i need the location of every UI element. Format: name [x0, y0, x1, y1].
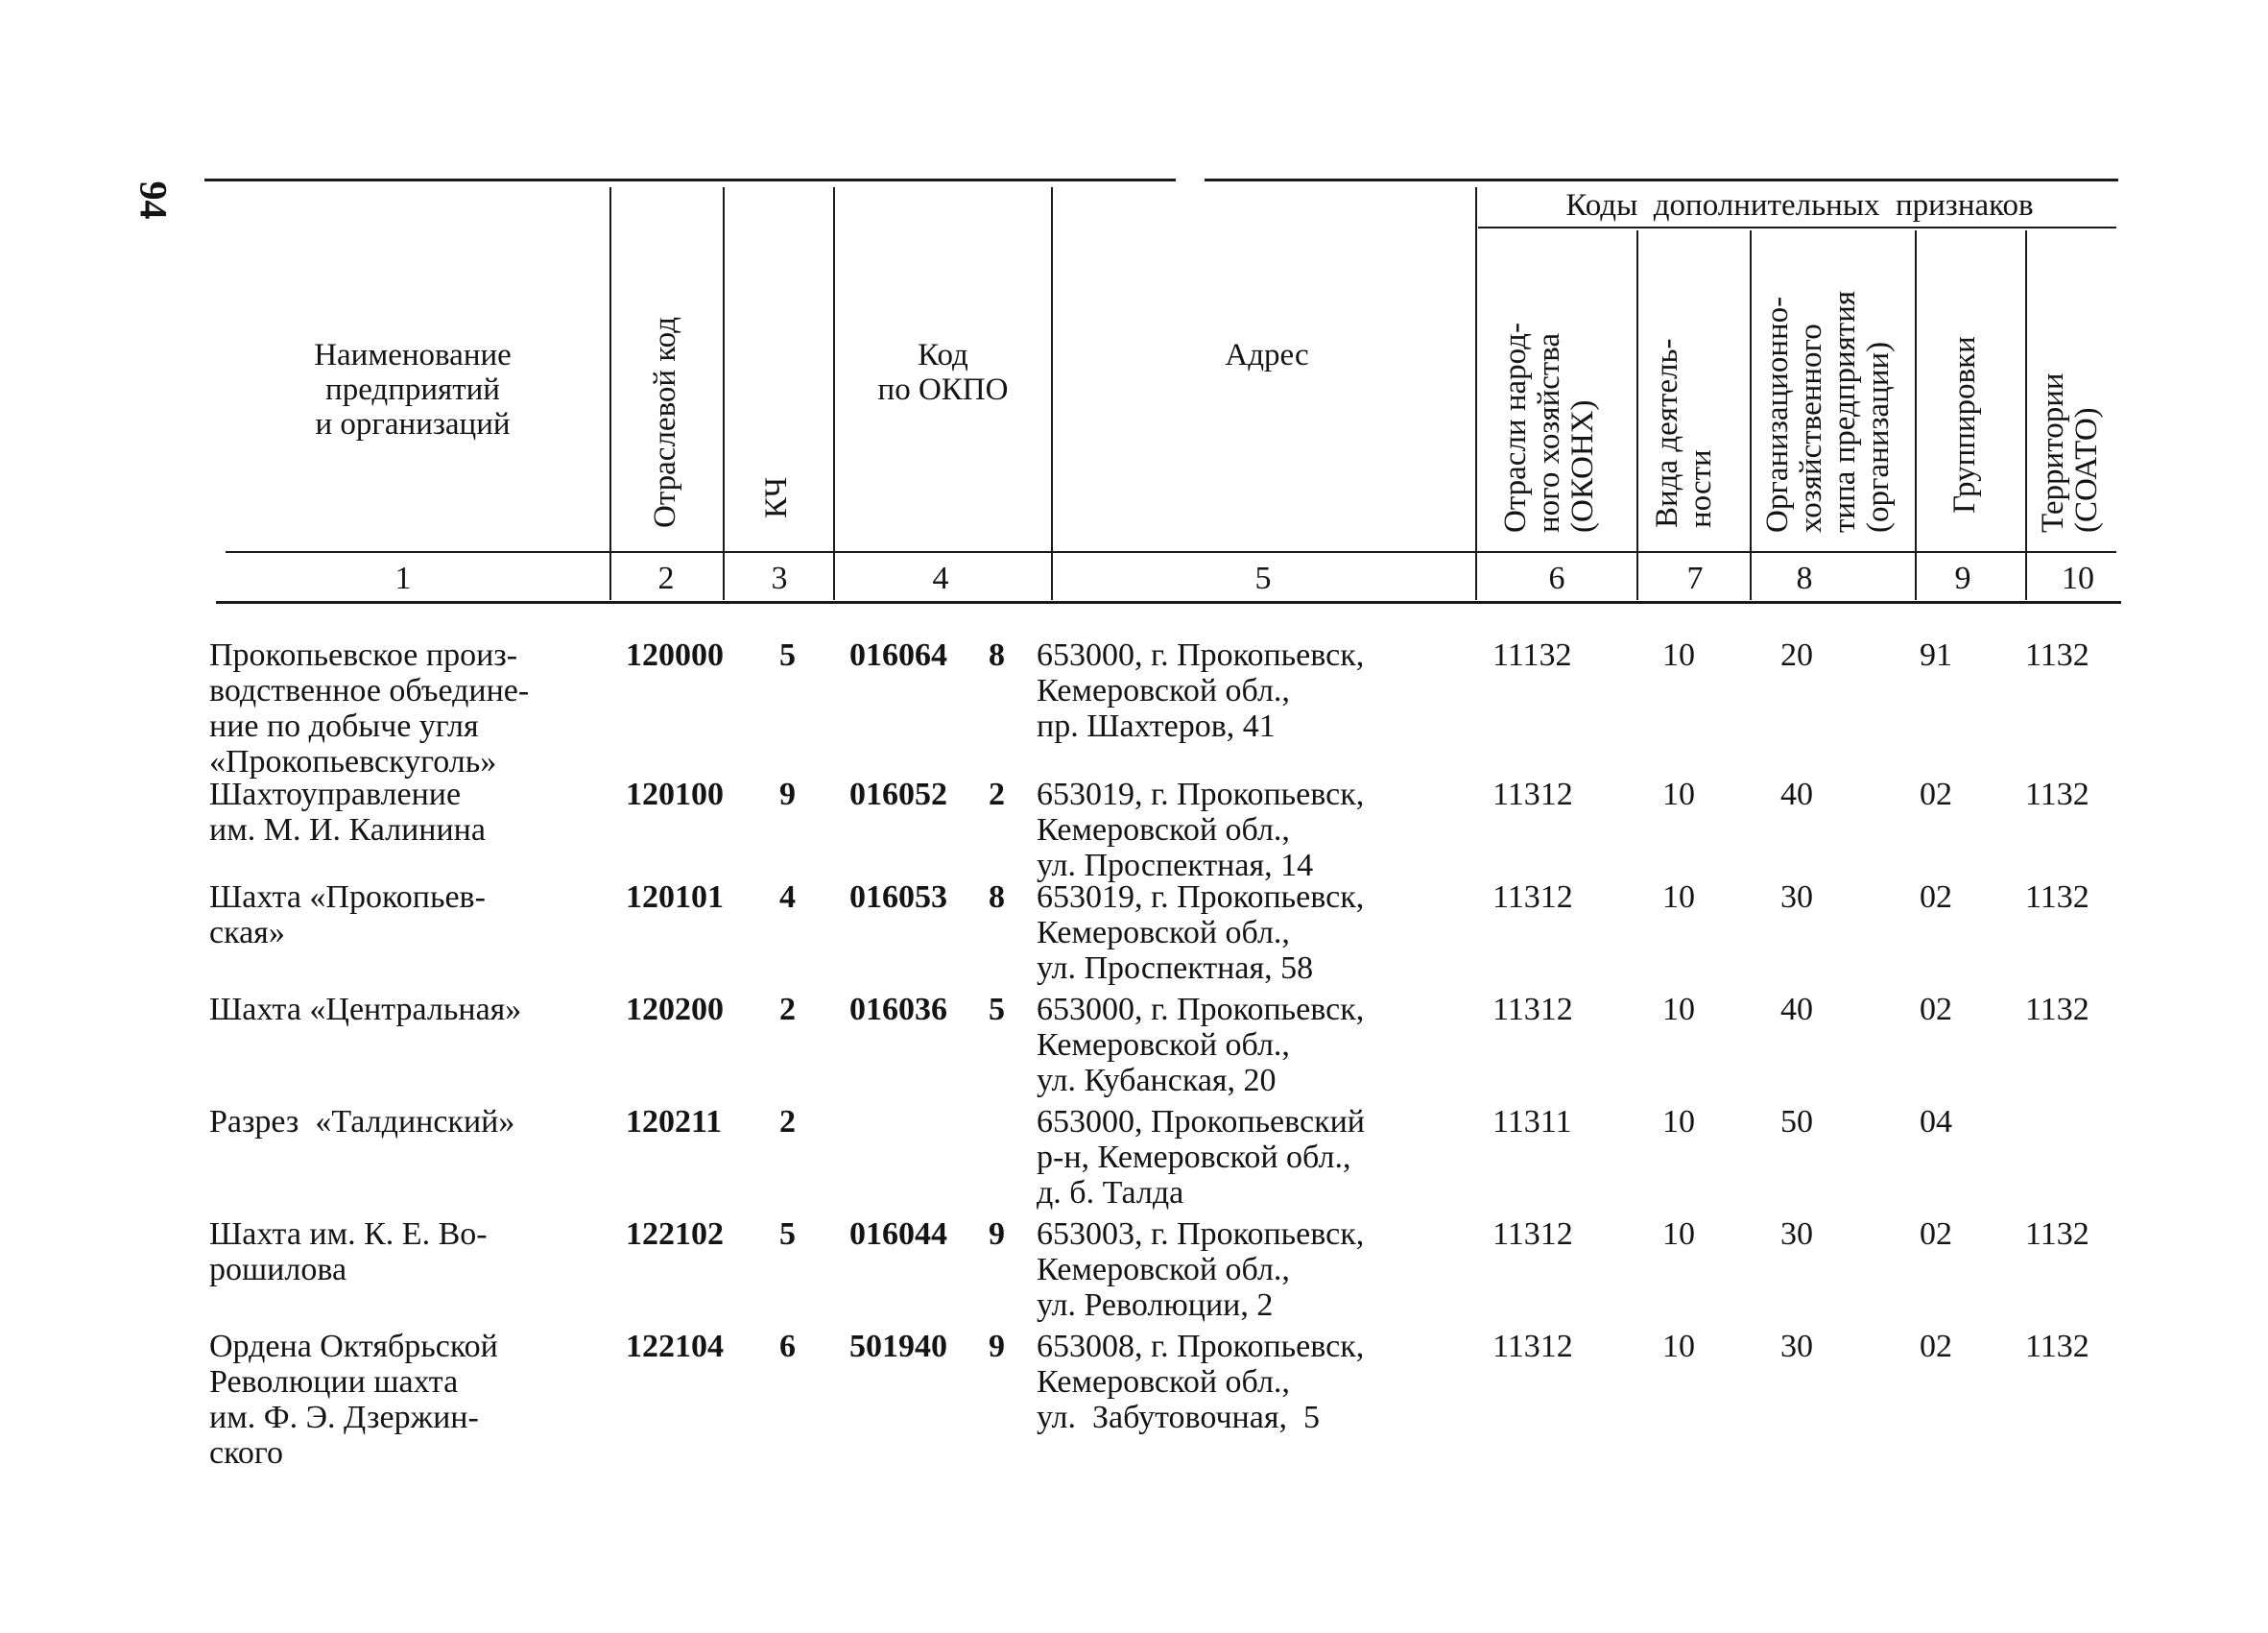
cell-okonh: 11311 — [1492, 1104, 1572, 1140]
column-number: 6 — [1548, 561, 1565, 596]
table-row — [0, 1104, 2268, 1210]
cell-okonh: 11312 — [1492, 1329, 1573, 1364]
cell-address: 653003, г. Прокопьевск, Кемеровской обл., ул. Революции, 2 — [1037, 1216, 1365, 1323]
cell-kch: 2 — [779, 992, 796, 1027]
cell-branch-code: 122102 — [626, 1216, 724, 1252]
cell-name: Шахта «Центральная» — [209, 992, 522, 1027]
column-number: 5 — [1254, 561, 1272, 596]
cell-activity: 10 — [1662, 637, 1695, 673]
header-divider — [609, 187, 611, 600]
header-divider — [1475, 187, 1477, 600]
cell-kch: 2 — [779, 1104, 796, 1140]
cell-okpo-check: 2 — [989, 777, 1005, 812]
column-number: 9 — [1954, 561, 1971, 596]
header-name: Наименование предприятий и организаций — [314, 338, 512, 442]
cell-branch-code: 120101 — [626, 879, 724, 915]
table-row — [0, 992, 2268, 1097]
cell-org-type: 40 — [1780, 777, 1813, 812]
cell-name: Ордена Октябрьской Революции шахта им. Ф. Э. Дзержин- ского — [209, 1329, 498, 1471]
header-kch: КЧ — [759, 476, 794, 518]
header-org-type: Организационно- хозяйственного типа предприятия (организации) — [1760, 290, 1896, 533]
cell-name: Шахта «Прокопьев- ская» — [209, 879, 486, 950]
cell-okpo: 016052 — [849, 777, 947, 812]
cell-activity: 10 — [1662, 1104, 1695, 1140]
cell-branch-code: 120100 — [626, 777, 724, 812]
cell-group: 02 — [1920, 1329, 1952, 1364]
column-number: 4 — [932, 561, 949, 596]
cell-okonh: 11312 — [1492, 777, 1573, 812]
header-okonh: Отрасли народ- ного хозяйства (ОКОНХ) — [1498, 323, 1600, 533]
cell-activity: 10 — [1662, 1216, 1695, 1252]
cell-activity: 10 — [1662, 1329, 1695, 1364]
cell-activity: 10 — [1662, 992, 1695, 1027]
cell-okonh: 11132 — [1492, 637, 1572, 673]
cell-kch: 5 — [779, 637, 796, 673]
column-number: 3 — [771, 561, 788, 596]
header-branch-code: Отраслевой код — [648, 316, 682, 528]
cell-okpo: 016044 — [849, 1216, 947, 1252]
cell-territory: 1132 — [2025, 1329, 2089, 1364]
cell-okpo: 016036 — [849, 992, 947, 1027]
cell-address: 653000, г. Прокопьевск, Кемеровской обл., ул. Кубанская, 20 — [1037, 992, 1365, 1098]
cell-name: Разрез «Талдинский» — [209, 1104, 515, 1140]
cell-group: 02 — [1920, 777, 1952, 812]
cell-address: 653008, г. Прокопьевск, Кемеровской обл., ул. Забутовочная, 5 — [1037, 1329, 1365, 1435]
cell-kch: 9 — [779, 777, 796, 812]
cell-branch-code: 122104 — [626, 1329, 724, 1364]
table-row — [0, 879, 2268, 985]
cell-name: Шахта им. К. Е. Во- рошилова — [209, 1216, 488, 1287]
header-divider — [1051, 187, 1053, 600]
cell-okpo: 016064 — [849, 637, 947, 673]
cell-territory: 1132 — [2025, 879, 2089, 915]
cell-org-type: 30 — [1780, 879, 1813, 915]
cell-okpo-check: 9 — [989, 1216, 1005, 1252]
column-number: 2 — [657, 561, 675, 596]
cell-name: Шахтоуправление им. М. И. Калинина — [209, 777, 486, 848]
top-rule-right — [1205, 179, 2118, 181]
cell-group: 02 — [1920, 1216, 1952, 1252]
cell-territory: 1132 — [2025, 637, 2089, 673]
table-row — [0, 637, 2268, 780]
additional-codes-rule — [1478, 227, 2116, 228]
header-divider — [1636, 230, 1638, 600]
cell-branch-code: 120211 — [626, 1104, 723, 1140]
cell-group: 91 — [1920, 637, 1952, 673]
cell-group: 04 — [1920, 1104, 1952, 1140]
cell-okonh: 11312 — [1492, 992, 1573, 1027]
cell-org-type: 30 — [1780, 1216, 1813, 1252]
cell-territory: 1132 — [2025, 1216, 2089, 1252]
table-row — [0, 1216, 2268, 1322]
cell-group: 02 — [1920, 992, 1952, 1027]
cell-territory: 1132 — [2025, 777, 2089, 812]
cell-address: 653000, Прокопьевский р-н, Кемеровской обл., д. б. Талда — [1037, 1104, 1365, 1211]
cell-kch: 5 — [779, 1216, 796, 1252]
header-territory: Территории (СОАТО) — [2036, 372, 2104, 533]
header-divider — [1750, 230, 1752, 600]
column-number: 1 — [394, 561, 412, 596]
cell-branch-code: 120000 — [626, 637, 724, 673]
header-additional-codes: Коды дополнительных признаков — [1565, 188, 2034, 223]
cell-territory: 1132 — [2025, 992, 2089, 1027]
cell-org-type: 50 — [1780, 1104, 1813, 1140]
cell-kch: 6 — [779, 1329, 796, 1364]
column-number: 10 — [2062, 561, 2094, 596]
cell-okpo-check: 9 — [989, 1329, 1005, 1364]
cell-okpo: 016053 — [849, 879, 947, 915]
header-activity: Вида деятель- ности — [1650, 338, 1718, 528]
header-divider — [2025, 230, 2027, 600]
cell-okpo: 501940 — [849, 1329, 947, 1364]
cell-kch: 4 — [779, 879, 796, 915]
cell-okpo-check: 8 — [989, 637, 1005, 673]
cell-name: Прокопьевское произ- водственное объедине- ние по добыче угля «Прокопьевскуголь» — [209, 637, 530, 780]
header-divider — [1915, 230, 1917, 600]
header-okpo: Код по ОКПО — [877, 338, 1009, 407]
cell-org-type: 40 — [1780, 992, 1813, 1027]
cell-group: 02 — [1920, 879, 1952, 915]
cell-okpo-check: 8 — [989, 879, 1005, 915]
cell-okonh: 11312 — [1492, 879, 1573, 915]
cell-address: 653000, г. Прокопьевск, Кемеровской обл., пр. Шахтеров, 41 — [1037, 637, 1365, 744]
page-number: 94 — [131, 180, 176, 220]
cell-activity: 10 — [1662, 879, 1695, 915]
column-number: 7 — [1686, 561, 1704, 596]
header-groupings: Группировки — [1947, 336, 1982, 514]
cell-branch-code: 120200 — [626, 992, 724, 1027]
header-divider — [723, 187, 725, 600]
table-row — [0, 1329, 2268, 1473]
cell-okpo-check: 5 — [989, 992, 1005, 1027]
table-row — [0, 777, 2268, 882]
header-bottom-rule — [226, 551, 2116, 553]
cell-address: 653019, г. Прокопьевск, Кемеровской обл., ул. Проспектная, 14 — [1037, 777, 1365, 883]
header-divider — [833, 187, 835, 600]
column-numbers-rule — [216, 601, 2121, 604]
top-rule-left — [204, 179, 1176, 181]
cell-org-type: 20 — [1780, 637, 1813, 673]
cell-activity: 10 — [1662, 777, 1695, 812]
cell-okonh: 11312 — [1492, 1216, 1573, 1252]
header-address: Адрес — [1225, 338, 1309, 372]
cell-address: 653019, г. Прокопьевск, Кемеровской обл., ул. Проспектная, 58 — [1037, 879, 1365, 986]
cell-org-type: 30 — [1780, 1329, 1813, 1364]
column-number: 8 — [1796, 561, 1813, 596]
